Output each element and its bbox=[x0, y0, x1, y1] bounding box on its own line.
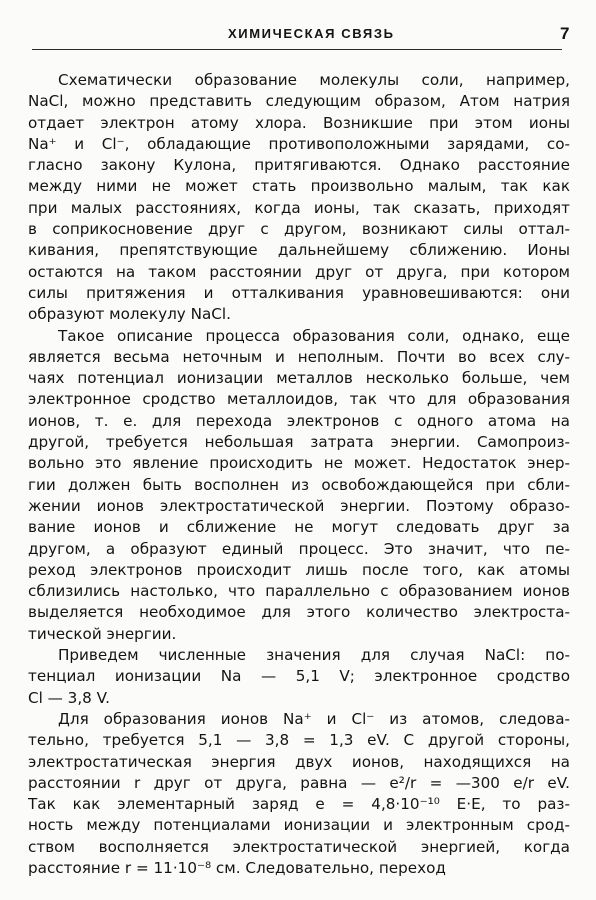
paragraph bbox=[28, 326, 570, 645]
text-line: Cl — 3,8 V. bbox=[28, 688, 110, 707]
text-line: расстояние r = 11·10⁻⁸ см. Следовательно, переход bbox=[28, 858, 446, 877]
text-line: Схематически образование молекулы соли, например, bbox=[58, 71, 570, 89]
text-line: жении ионов электростатической энергии. Поэтому образо- bbox=[28, 496, 570, 515]
text-line: другом, а образуют единый процесс. Это значит, что пе- bbox=[28, 539, 570, 558]
text-line: вольно это явление происходить не может. Недостаток энер- bbox=[28, 454, 570, 473]
text-line: ством восполняется электростатической энергией, когда bbox=[28, 837, 570, 856]
text-line: является весьма неточным и неполным. Почти во всех слу- bbox=[28, 347, 570, 366]
text-line: вание ионов и сближение не могут следовать друг за bbox=[28, 518, 570, 537]
text-line: Так как элементарный заряд e = 4,8·10⁻¹⁰ E·E, то раз- bbox=[28, 795, 570, 814]
text-line: выделяется необходимое для этого количество электроста- bbox=[28, 603, 570, 622]
text-line: чаях потенциал ионизации металлов несколько больше, чем bbox=[28, 369, 570, 388]
text-line: NaCl, можно представить следующим образом, Атом натрия bbox=[28, 92, 570, 111]
text-line: тенциал ионизации Na — 5,1 V; электронное сродство bbox=[28, 667, 570, 686]
paragraph bbox=[28, 645, 570, 709]
text-line: электростатическая энергия двух ионов, находящихся на bbox=[28, 752, 570, 771]
text-line: остаются на таком расстоянии друг от друга, при котором bbox=[28, 262, 570, 281]
text-line: отдает электрон атому хлора. Возникшие при этом ионы bbox=[28, 113, 570, 132]
text-line: Приведем численные значения для случая NaCl: по- bbox=[58, 646, 570, 665]
text-line: сблизились настолько, что параллельно с образованием ионов bbox=[28, 582, 570, 601]
text-line: тельно, требуется 5,1 — 3,8 = 1,3 eV. С другой стороны, bbox=[28, 731, 570, 750]
text-line: гласно закону Кулона, притягиваются. Однако расстояние bbox=[28, 156, 570, 175]
text-line: при малых расстояниях, когда ионы, так сказать, приходят bbox=[28, 198, 570, 217]
body-text bbox=[28, 70, 570, 879]
text-line: образуют молекулу NaCl. bbox=[28, 305, 231, 324]
text-line: электронное сродство металлоидов, так что для образования bbox=[28, 390, 570, 409]
paragraph bbox=[28, 70, 570, 326]
text-line: силы притяжения и отталкивания уравновешиваются: они bbox=[28, 283, 570, 302]
text-line: кивания, препятствующие дальнейшему сближению. Ионы bbox=[28, 241, 570, 260]
text-line: в соприкосновение друг с другом, возникают силы оттал- bbox=[28, 220, 570, 239]
page-number: 7 bbox=[560, 24, 570, 43]
text-line: Такое описание процесса образования соли, однако, еще bbox=[58, 326, 570, 345]
text-line: ионов, т. е. для перехода электронов с одного атома на bbox=[28, 411, 570, 430]
text-line: Для образования ионов Na⁺ и Cl⁻ из атомов, следова- bbox=[58, 709, 570, 728]
text-line: между ними не может стать произвольно малым, так как bbox=[28, 177, 570, 196]
text-line: ность между потенциалами ионизации и электронным срод- bbox=[28, 816, 570, 835]
running-title: ХИМИЧЕСКАЯ СВЯЗЬ bbox=[228, 26, 395, 41]
running-head bbox=[0, 24, 596, 46]
header-rule bbox=[32, 49, 562, 50]
text-line: расстоянии r друг от друга, равна — e²/r = —300 e/r eV. bbox=[28, 773, 570, 792]
text-line: гии должен быть восполнен из освобождающейся при сбли- bbox=[28, 475, 570, 494]
text-line: Na⁺ и Cl⁻, обладающие противоположными зарядами, со- bbox=[28, 134, 570, 153]
text-line: другой, требуется небольшая затрата энергии. Самопроиз- bbox=[28, 433, 570, 452]
paragraph bbox=[28, 709, 570, 879]
text-line: реход электронов происходит лишь после того, как атомы bbox=[28, 560, 570, 579]
text-line: тической энергии. bbox=[28, 624, 177, 643]
